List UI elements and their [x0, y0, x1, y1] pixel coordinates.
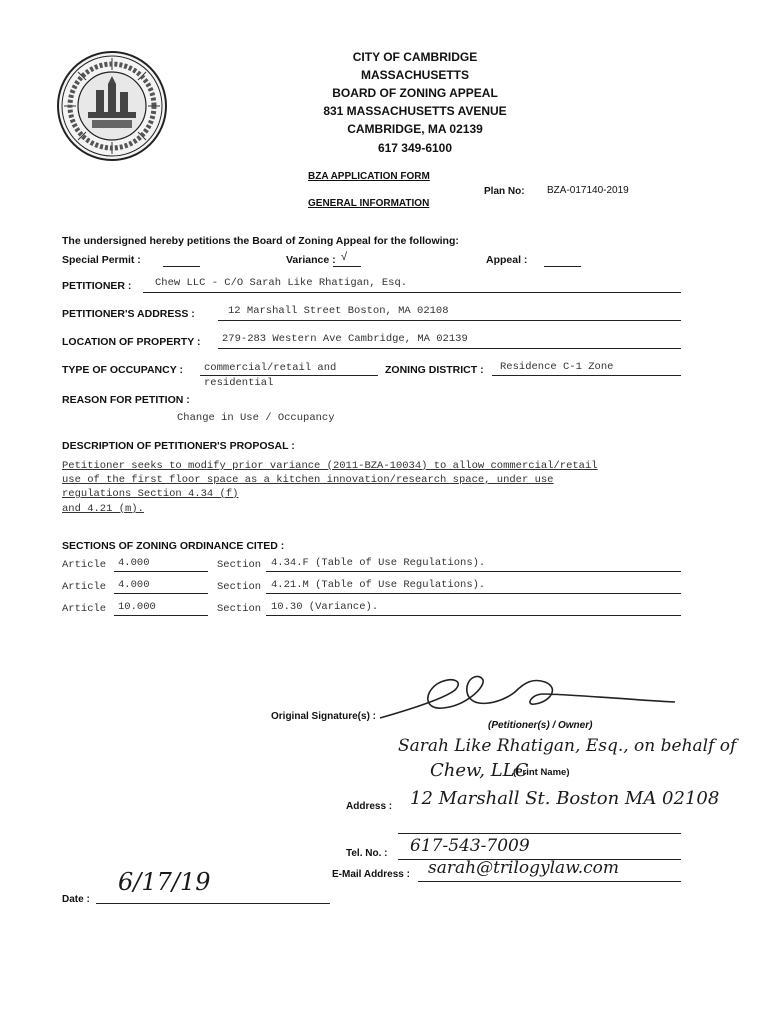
header-phone: 617 349-6100 — [377, 141, 453, 155]
tel-label: Tel. No. : — [346, 848, 388, 859]
proposal-line-3: regulations Section 4.34 (f) — [62, 488, 239, 500]
section-label-1: Section — [217, 559, 262, 571]
sections-label: SECTIONS OF ZONING ORDINANCE CITED : — [62, 540, 285, 552]
date-value: 6/17/19 — [118, 868, 211, 896]
section-value-1: 4.34.F (Table of Use Regulations). — [271, 557, 486, 569]
seal-icon — [56, 50, 168, 162]
special-permit-label: Special Permit : — [62, 254, 141, 266]
header-board: BOARD OF ZONING APPEAL — [332, 86, 498, 100]
article-value-3: 10.000 — [118, 601, 156, 613]
reason-label: REASON FOR PETITION : — [62, 394, 190, 406]
reason-value: Change in Use / Occupancy — [177, 412, 335, 424]
header-street: 831 MASSACHUSETTS AVENUE — [323, 104, 507, 118]
location-value: 279-283 Western Ave Cambridge, MA 02139 — [222, 333, 468, 345]
date-label: Date : — [62, 894, 90, 905]
article-label-1: Article — [62, 559, 107, 571]
occupancy-value-2: residential — [204, 377, 274, 389]
section-label-2: Section — [217, 581, 262, 593]
original-signature-label: Original Signature(s) : — [271, 711, 377, 722]
handwritten-signature — [375, 668, 685, 728]
location-line — [218, 348, 681, 349]
section-value-2: 4.21.M (Table of Use Regulations). — [271, 579, 486, 591]
form-title: BZA APPLICATION FORM — [308, 171, 430, 182]
address-label: PETITIONER'S ADDRESS : — [62, 308, 195, 320]
header-city: CITY OF CAMBRIDGE — [352, 50, 478, 64]
article-value-2: 4.000 — [118, 579, 150, 591]
section-line-2 — [266, 593, 681, 594]
section-line-1 — [266, 571, 681, 572]
header-state: MASSACHUSETTS — [360, 68, 469, 82]
plan-number: BZA-017140-2019 — [547, 185, 629, 196]
sig-address-label: Address : — [346, 801, 393, 812]
form-subtitle: GENERAL INFORMATION — [308, 198, 430, 209]
email-value: sarah@trilogylaw.com — [428, 858, 620, 878]
article-value-1: 4.000 — [118, 557, 150, 569]
article-line-3 — [114, 615, 208, 616]
section-label-3: Section — [217, 603, 262, 615]
zoning-value: Residence C-1 Zone — [500, 361, 614, 373]
occupancy-line — [200, 375, 378, 376]
section-value-3: 10.30 (Variance). — [271, 601, 379, 613]
print-name-line-2: Chew, LLC — [430, 760, 529, 781]
address-line — [218, 320, 681, 321]
date-line — [96, 903, 330, 904]
zoning-label: ZONING DISTRICT : — [385, 364, 484, 376]
email-line — [418, 881, 681, 882]
petitioner-owner-caption: (Petitioner(s) / Owner) — [488, 720, 593, 731]
city-seal — [56, 50, 168, 162]
variance-check: √ — [341, 251, 348, 263]
tel-value: 617-543-7009 — [410, 836, 530, 856]
signature-scribble-icon — [375, 668, 685, 728]
header-city-zip: CAMBRIDGE, MA 02139 — [347, 122, 483, 136]
proposal-line-1: Petitioner seeks to modify prior variance (2011-BZA-10034) to allow commercial/retail — [62, 460, 598, 472]
proposal-line-4: and 4.21 (m). — [62, 503, 144, 515]
email-label: E-Mail Address : — [332, 869, 410, 880]
occupancy-label: TYPE OF OCCUPANCY : — [62, 364, 183, 376]
intro-text: The undersigned hereby petitions the Board of Zoning Appeal for the following: — [62, 235, 459, 247]
variance-line — [333, 266, 361, 267]
petitioner-line — [143, 292, 681, 293]
location-label: LOCATION OF PROPERTY : — [62, 336, 201, 348]
petitioner-label: PETITIONER : — [62, 280, 132, 292]
occupancy-value-1: commercial/retail and — [204, 362, 337, 374]
sig-address-value: 12 Marshall St. Boston MA 02108 — [410, 788, 720, 809]
sig-address-line-2 — [398, 833, 681, 834]
article-line-2 — [114, 593, 208, 594]
article-label-2: Article — [62, 581, 107, 593]
article-line-1 — [114, 571, 208, 572]
zoning-line — [492, 375, 681, 376]
print-name-line-1: Sarah Like Rhatigan, Esq., on behalf of — [398, 736, 737, 756]
petitioner-value: Chew LLC - C/O Sarah Like Rhatigan, Esq. — [155, 277, 408, 289]
appeal-line — [544, 266, 581, 267]
proposal-label: DESCRIPTION OF PETITIONER'S PROPOSAL : — [62, 440, 295, 452]
variance-label: Variance : — [286, 254, 336, 266]
print-name-caption: (Print Name) — [513, 767, 570, 778]
article-label-3: Article — [62, 603, 107, 615]
appeal-label: Appeal : — [486, 254, 528, 266]
proposal-line-2: use of the first floor space as a kitchen innovation/research space, under use — [62, 474, 554, 486]
special-permit-line — [163, 266, 200, 267]
section-line-3 — [266, 615, 681, 616]
plan-label: Plan No: — [484, 186, 525, 197]
address-value: 12 Marshall Street Boston, MA 02108 — [228, 305, 449, 317]
